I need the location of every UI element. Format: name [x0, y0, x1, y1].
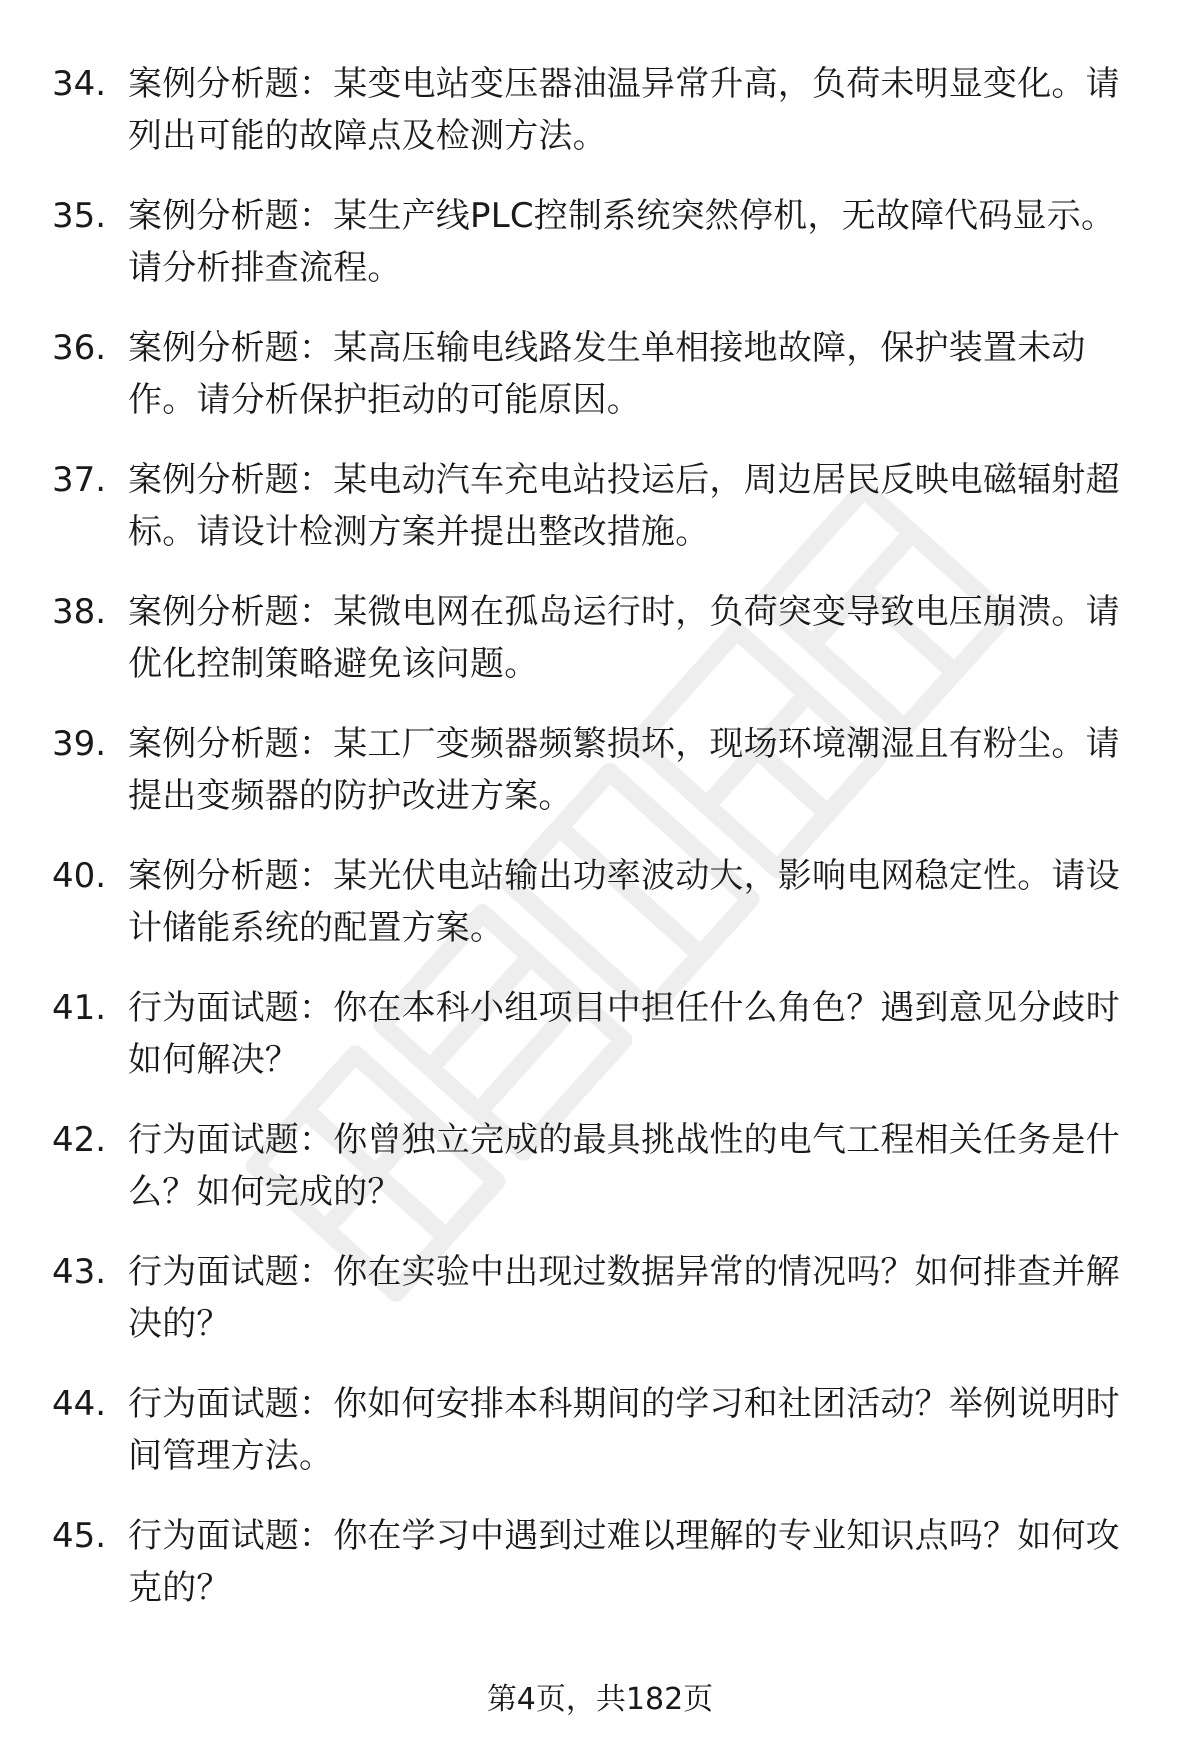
- question-text: 案例分析题：某工厂变频器频繁损坏，现场环境潮湿且有粉尘。请提出变频器的防护改进方案。: [128, 724, 1120, 816]
- question-item: [0, 1510, 1200, 1642]
- question-list: [0, 58, 1200, 1642]
- question-item: [0, 1246, 1200, 1378]
- question-text: 案例分析题：某微电网在孤岛运行时，负荷突变导致电压崩溃。请优化控制策略避免该问题。: [128, 592, 1120, 684]
- question-item: [0, 982, 1200, 1114]
- question-item: [0, 850, 1200, 982]
- question-text: 行为面试题：你在本科小组项目中担任什么角色？遇到意见分歧时如何解决？: [128, 988, 1120, 1080]
- question-number: 44.: [52, 1384, 107, 1424]
- question-number: 35.: [52, 196, 107, 236]
- question-item: [0, 58, 1200, 190]
- question-item: [0, 454, 1200, 586]
- page-number-label: 第4页，共182页: [486, 1682, 714, 1717]
- question-text: 行为面试题：你在实验中出现过数据异常的情况吗？如何排查并解决的？: [128, 1252, 1120, 1344]
- question-number: 40.: [52, 856, 107, 896]
- question-text: 行为面试题：你如何安排本科期间的学习和社团活动？举例说明时间管理方法。: [128, 1384, 1120, 1476]
- question-text: 案例分析题：某变电站变压器油温异常升高，负荷未明显变化。请列出可能的故障点及检测方法。: [128, 64, 1120, 156]
- question-text: 行为面试题：你曾独立完成的最具挑战性的电气工程相关任务是什么？如何完成的？: [128, 1120, 1120, 1212]
- question-item: [0, 322, 1200, 454]
- question-item: [0, 718, 1200, 850]
- page-footer: [0, 1678, 1200, 1722]
- question-item: [0, 1114, 1200, 1246]
- question-number: 45.: [52, 1516, 107, 1556]
- question-number: 37.: [52, 460, 107, 500]
- question-number: 42.: [52, 1120, 107, 1160]
- question-text: 案例分析题：某高压输电线路发生单相接地故障，保护装置未动作。请分析保护拒动的可能原因。: [128, 328, 1086, 420]
- question-number: 34.: [52, 64, 107, 104]
- question-text: 案例分析题：某生产线PLC控制系统突然停机，无故障代码显示。请分析排查流程。: [128, 196, 1116, 288]
- question-item: [0, 1378, 1200, 1510]
- question-text: 案例分析题：某光伏电站输出功率波动大，影响电网稳定性。请设计储能系统的配置方案。: [128, 856, 1120, 948]
- question-number: 39.: [52, 724, 107, 764]
- question-item: [0, 586, 1200, 718]
- question-number: 43.: [52, 1252, 107, 1292]
- question-number: 41.: [52, 988, 107, 1028]
- question-item: [0, 190, 1200, 322]
- question-number: 36.: [52, 328, 107, 368]
- question-number: 38.: [52, 592, 107, 632]
- question-text: 案例分析题：某电动汽车充电站投运后，周边居民反映电磁辐射超标。请设计检测方案并提出整改措施。: [128, 460, 1120, 552]
- question-text: 行为面试题：你在学习中遇到过难以理解的专业知识点吗？如何攻克的？: [128, 1516, 1120, 1608]
